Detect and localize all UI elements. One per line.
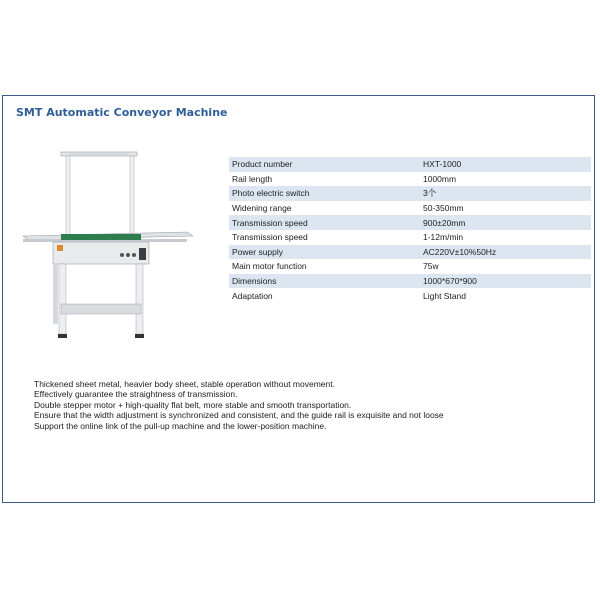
spec-value: 50-350mm	[423, 203, 464, 214]
spec-label: Widening range	[232, 203, 292, 214]
spec-row	[229, 172, 591, 187]
spec-label: Transmission speed	[232, 232, 308, 243]
spec-table	[229, 157, 591, 303]
spec-row	[229, 157, 591, 172]
description-line: Double stepper motor + high-quality flat belt, more stable and smooth transportation.	[34, 399, 352, 410]
spec-row	[229, 274, 591, 289]
spec-label: Power supply	[229, 245, 418, 260]
spec-label: Main motor function	[232, 261, 307, 272]
spec-value: 1000mm	[423, 173, 457, 184]
spec-row	[229, 259, 591, 274]
spec-row	[229, 288, 591, 303]
spec-value: 75w	[423, 261, 439, 272]
spec-row	[229, 201, 591, 216]
conveyor-machine-image	[17, 144, 193, 340]
description-line: Support the online link of the pull-up machine and the lower-position machine.	[34, 420, 327, 431]
spec-label: Dimensions	[229, 274, 418, 289]
spec-value: AC220V±10%50Hz	[418, 245, 591, 260]
description-line: Thickened sheet metal, heavier body sheet, stable operation without movement.	[34, 379, 335, 389]
spec-row	[229, 215, 591, 230]
spec-value: 1-12m/min	[423, 232, 464, 243]
spec-value: 3个	[418, 186, 591, 201]
spec-label: Product number	[229, 157, 418, 172]
spec-value: 900±20mm	[418, 215, 591, 230]
feature-description	[34, 379, 554, 431]
spec-label: Rail length	[232, 173, 273, 184]
product-panel	[2, 95, 595, 503]
spec-value: HXT-1000	[418, 157, 591, 172]
spec-label: Adaptation	[232, 290, 273, 301]
spec-value: 1000*670*900	[418, 274, 591, 289]
spec-row	[229, 230, 591, 245]
description-line: Ensure that the width adjustment is synchronized and consistent, and the guide rail is exquisite and not loose	[34, 410, 444, 421]
product-title: SMT Automatic Conveyor Machine	[16, 106, 228, 119]
spec-row	[229, 245, 591, 260]
spec-row	[229, 186, 591, 201]
spec-value: Light Stand	[423, 290, 467, 301]
spec-label: Transmission speed	[229, 215, 418, 230]
description-line: Effectively guarantee the straightness of transmission.	[34, 389, 238, 400]
spec-label: Photo electric switch	[229, 186, 418, 201]
